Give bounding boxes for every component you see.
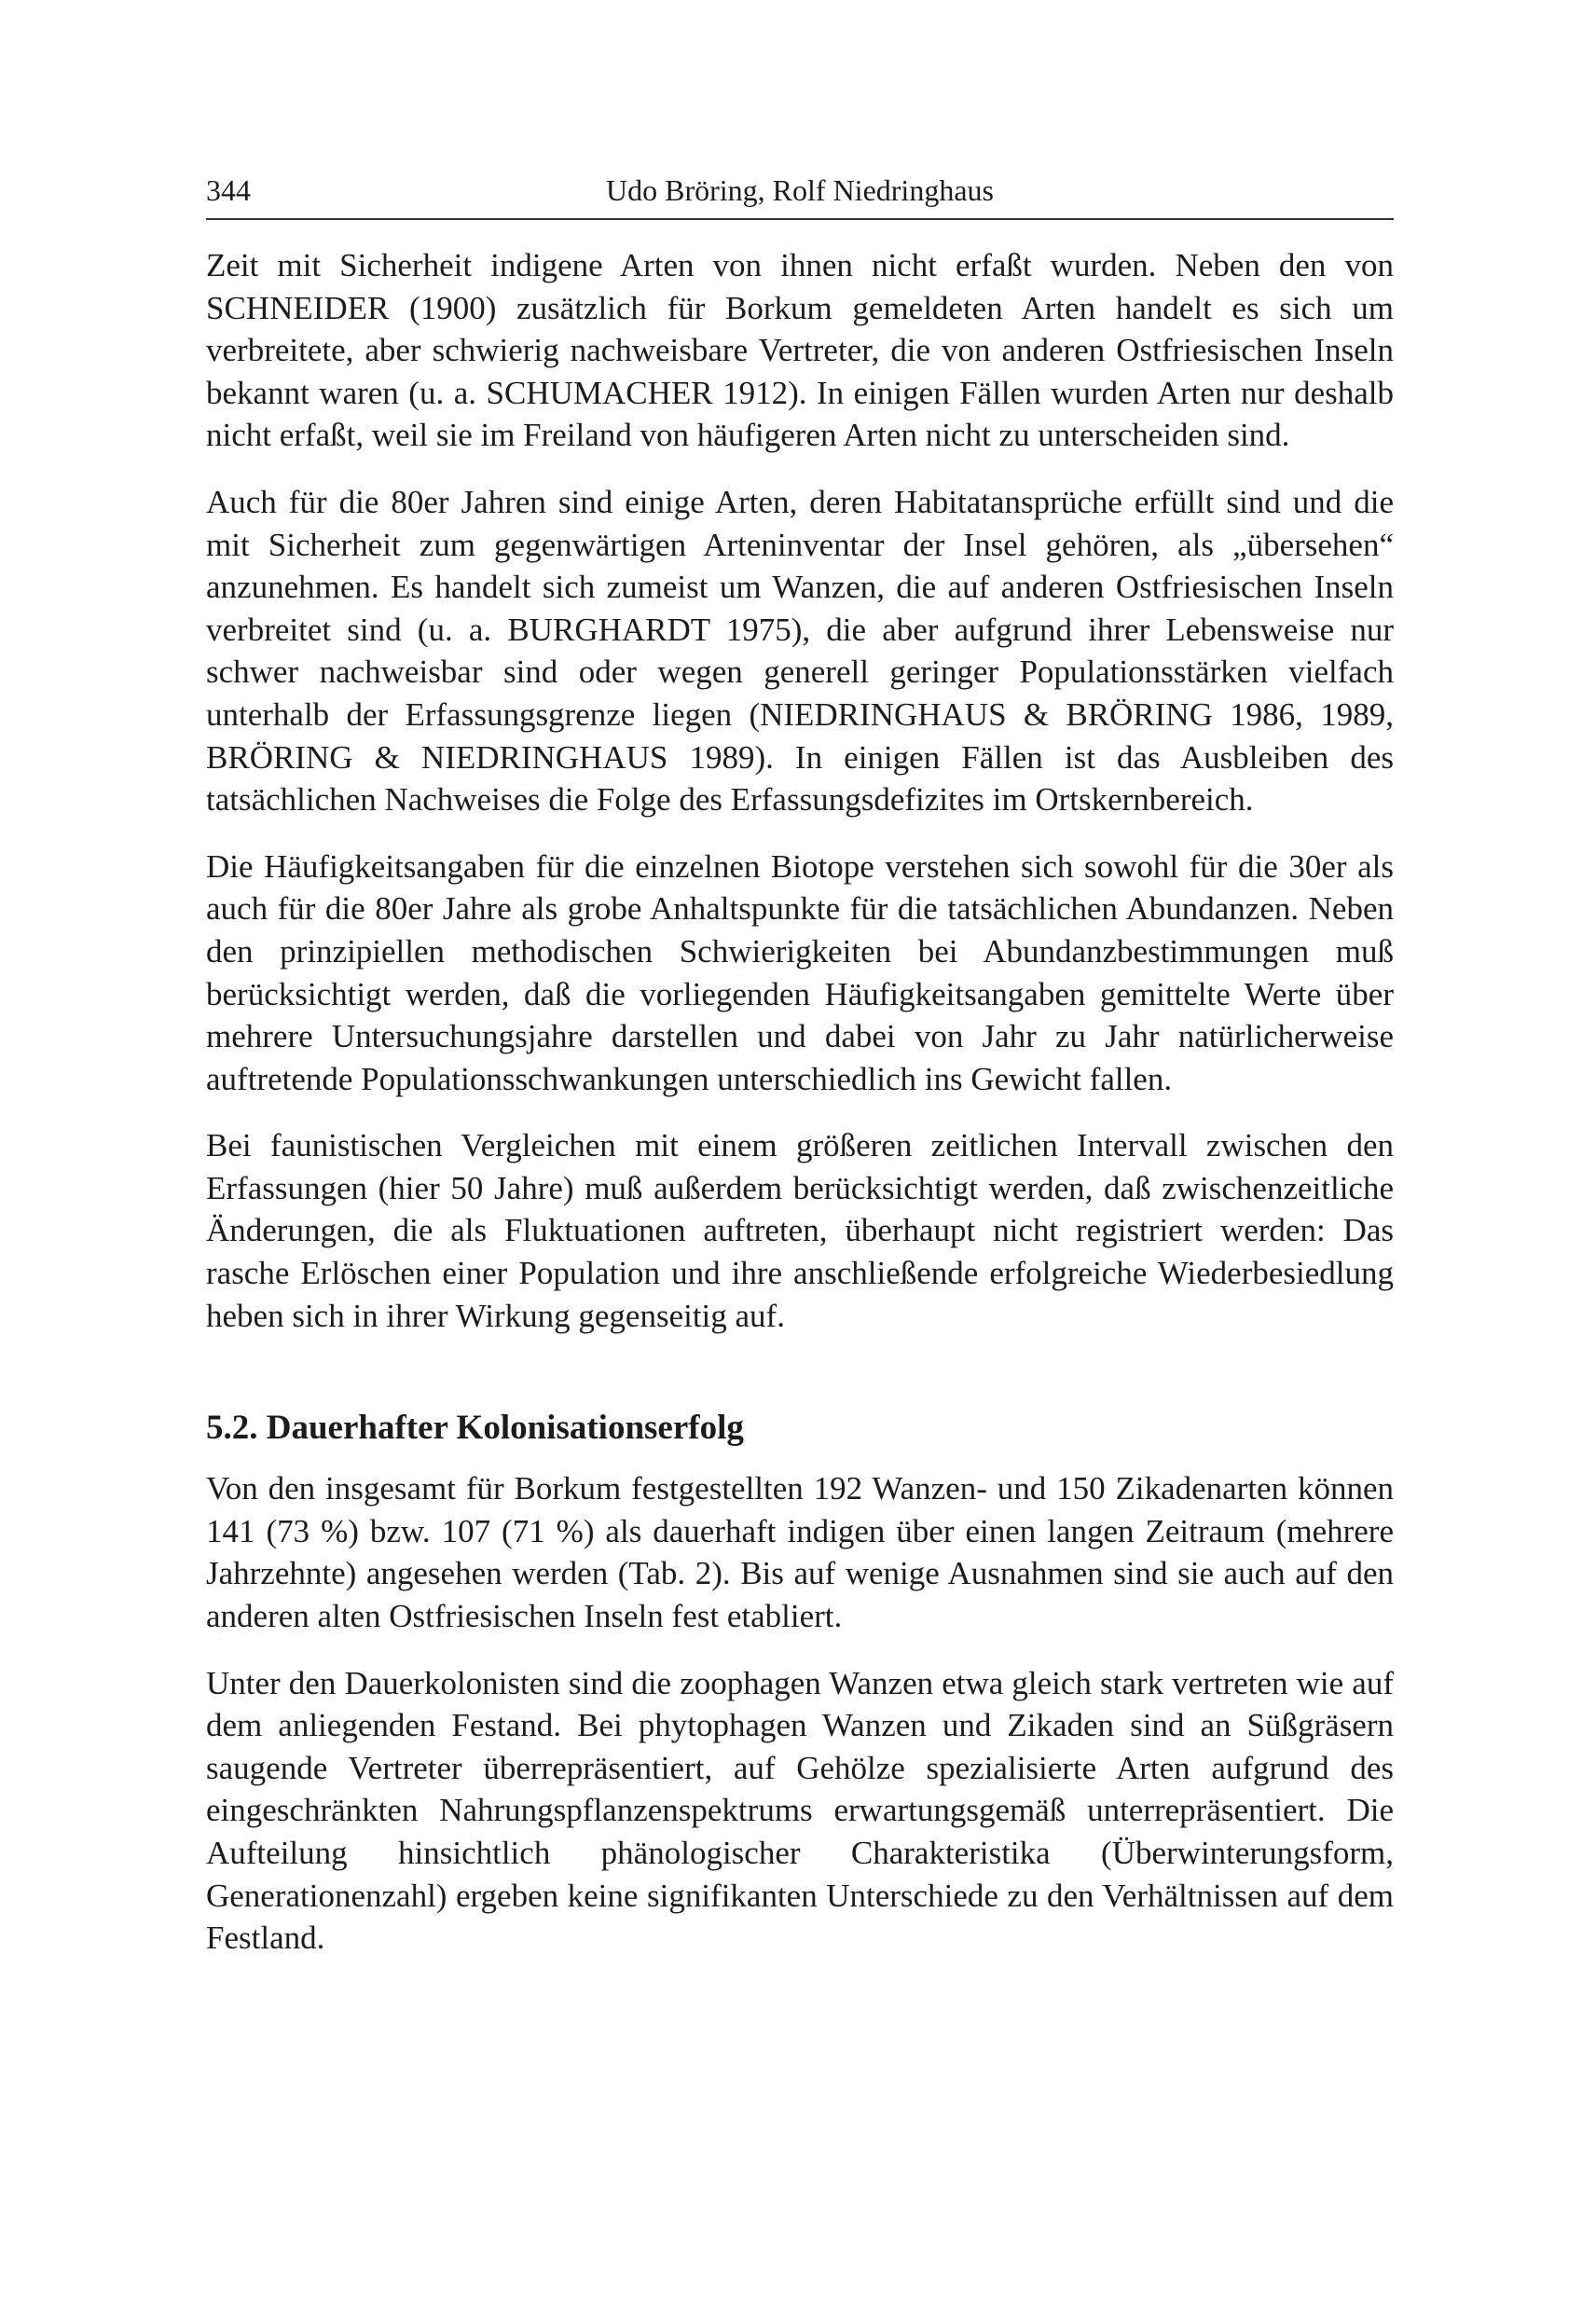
running-head-authors: Udo Bröring, Rolf Niedringhaus [606, 173, 994, 207]
body-text [206, 244, 1394, 1984]
paragraph-1: Zeit mit Sicherheit indigene Arten von ihnen nicht erfaßt wurden. Neben den von SCHNEIDER (1900) zusätzlich für Borkum gemeldeten Arten handelt es sich um verbreitete, aber schwierig nachweisbare Vertreter, die von anderen Ostfriesischen Inseln bekannt waren (u. a. SCHUMACHER 1912). In einigen Fällen wurden Arten nur deshalb nicht erfaßt, weil sie im Freiland von häufigeren Arten nicht zu unterscheiden sind. [206, 247, 1394, 454]
section-heading: 5.2. Dauerhafter Kolonisationserfolg [206, 1409, 744, 1448]
page-number: 344 [206, 173, 251, 207]
header-divider [206, 218, 1394, 220]
paragraph-4: Bei faunistischen Vergleichen mit einem größeren zeitlichen Intervall zwischen den Erfassungen (hier 50 Jahre) muß außerdem berücksichtigt werden, daß zwischenzeitliche Änderungen, die als Fluktuationen auftreten, überhaupt nicht registriert werden: Das rasche Erlöschen einer Population und ihre anschließende erfolgreiche Wiederbesiedlung heben sich in ihrer Wirkung gegenseitig auf. [206, 1127, 1394, 1334]
section-paragraph-1: Von den insgesamt für Borkum festgestellten 192 Wanzen- und 150 Zikadenarten können 141 (73 %) bzw. 107 (71 %) als dauerhaft indigen über einen langen Zeitraum (mehrere Jahrzehnte) angesehen werden (Tab. 2). Bis auf wenige Ausnahmen sind sie auch auf den anderen alten Ostfriesischen Inseln fest etabliert. [206, 1470, 1394, 1635]
section-paragraph-2: Unter den Dauerkolonisten sind die zoophagen Wanzen etwa gleich stark vertreten wie auf dem anliegenden Festand. Bei phytophagen Wanzen und Zikaden sind an Süßgräsern saugende Vertreter überrepräsentiert, auf Gehölze spezialisierte Arten aufgrund des eingeschränkten Nahrungspflanzenspektrums erwartungsgemäß unterrepräsentiert. Die Aufteilung hinsichtlich phänologischer Charakteristika (Überwinterungsform, Generationenzahl) ergeben keine signifikanten Unterschiede zu den Verhältnissen auf dem Festland. [206, 1664, 1394, 1957]
paragraph-3: Die Häufigkeitsangaben für die einzelnen Biotope verstehen sich sowohl für die 30er als auch für die 80er Jahre als grobe Anhaltspunkte für die tatsächlichen Abundanzen. Neben den prinzipiellen methodischen Schwierigkeiten bei Abundanzbestimmungen muß berücksichtigt werden, daß die vorliegenden Häufigkeitsangaben gemittelte Werte über mehrere Untersuchungsjahre darstellen und dabei von Jahr zu Jahr natürlicherweise auftretende Populationsschwankungen unterschiedlich ins Gewicht fallen. [206, 847, 1394, 1097]
paragraph-2: Auch für die 80er Jahren sind einige Arten, deren Habitatansprüche erfüllt sind und die mit Sicherheit zum gegenwärtigen Arteninventar der Insel gehören, als „übersehen“ anzunehmen. Es handelt sich zumeist um Wanzen, die auf anderen Ostfriesischen Inseln verbreitet sind (u. a. BURGHARDT 1975), die aber aufgrund ihrer Lebensweise nur schwer nachweisbar sind oder wegen generell geringer Populationsstärken vielfach unterhalb der Erfassungsgrenze liegen (NIEDRINGHAUS & BRÖRING 1986, 1989, BRÖRING & NIEDRINGHAUS 1989). In einigen Fällen ist das Ausbleiben des tatsächlichen Nachweises die Folge des Erfassungsdefizites im Ortskernbereich. [206, 483, 1394, 819]
running-head [206, 168, 1394, 213]
